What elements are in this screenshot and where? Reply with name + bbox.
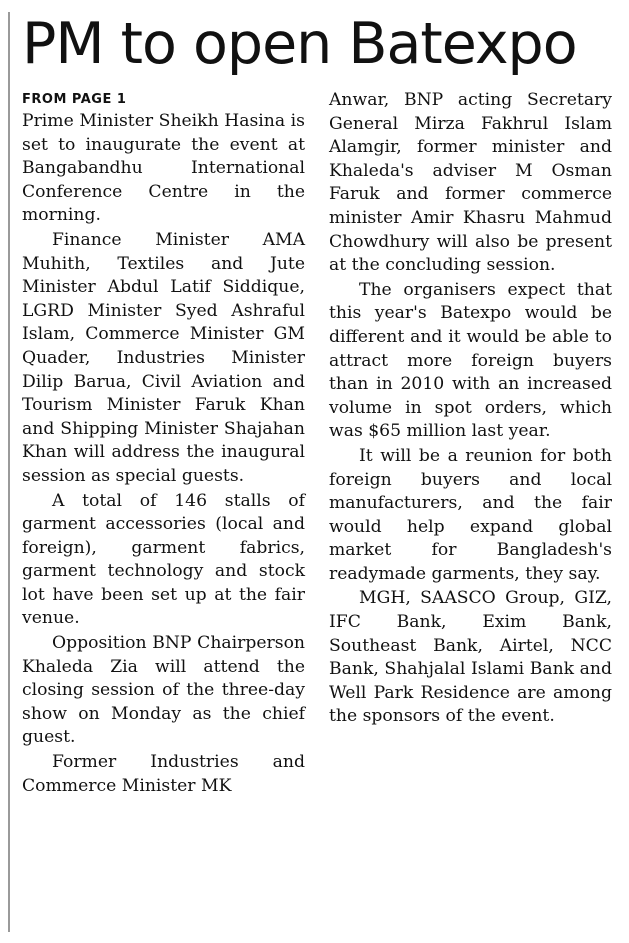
- paragraph-4: Opposition BNP Chairperson Khaleda Zia will attend the closing session of the three-day show on Monday as the chief guest.: [22, 633, 305, 748]
- paragraph-7: It will be a reunion for both foreign buyers and local manufacturers, and the fair would help expand global market for Bangladesh's readymade garments, they say.: [329, 445, 612, 584]
- kicker: FROM PAGE 1: [22, 92, 127, 107]
- headline: PM to open Batexpo: [22, 11, 577, 77]
- right-column: [329, 89, 612, 729]
- paragraph-6: The organisers expect that this year's Batexpo would be different and it would be able to attract more foreign buyers than in 2010 with an increased volume in spot orders, which was $65 million last year.: [329, 279, 612, 442]
- paragraph-1: Prime Minister Sheikh Hasina is set to inaugurate the event at Bangabandhu International Conference Centre in the morning.: [22, 111, 305, 226]
- paragraph-2: Finance Minister AMA Muhith, Textiles and Jute Minister Abdul Latif Siddique, LGRD Minister Syed Ashraful Islam, Commerce Minister GM Quader, Industries Minister Dilip Barua, Civil Aviation and Tourism Minister Faruk Khan and Shipping Minister Shajahan Khan will address the inaugural session as special guests.: [22, 229, 305, 486]
- paragraph-5: Former Industries and Commerce Minister MK: [22, 752, 305, 796]
- column-rule: [8, 12, 10, 932]
- paragraph-8: MGH, SAASCO Group, GIZ, IFC Bank, Exim Bank, Southeast Bank, Airtel, NCC Bank, Shahjalal Islami Bank and Well Park Residence are among the sponsors of the event.: [329, 588, 612, 727]
- paragraph-3: A total of 146 stalls of garment accessories (local and foreign), garment fabrics, garment technology and stock lot have been set up at the fair venue.: [22, 490, 305, 629]
- paragraph-5-continued: Anwar, BNP acting Secretary General Mirza Fakhrul Islam Alamgir, former minister and Khaleda's adviser M Osman Faruk and former commerce minister Amir Khasru Mahmud Chowdhury will also be present at the concluding session.: [329, 90, 612, 276]
- left-column: [22, 91, 305, 798]
